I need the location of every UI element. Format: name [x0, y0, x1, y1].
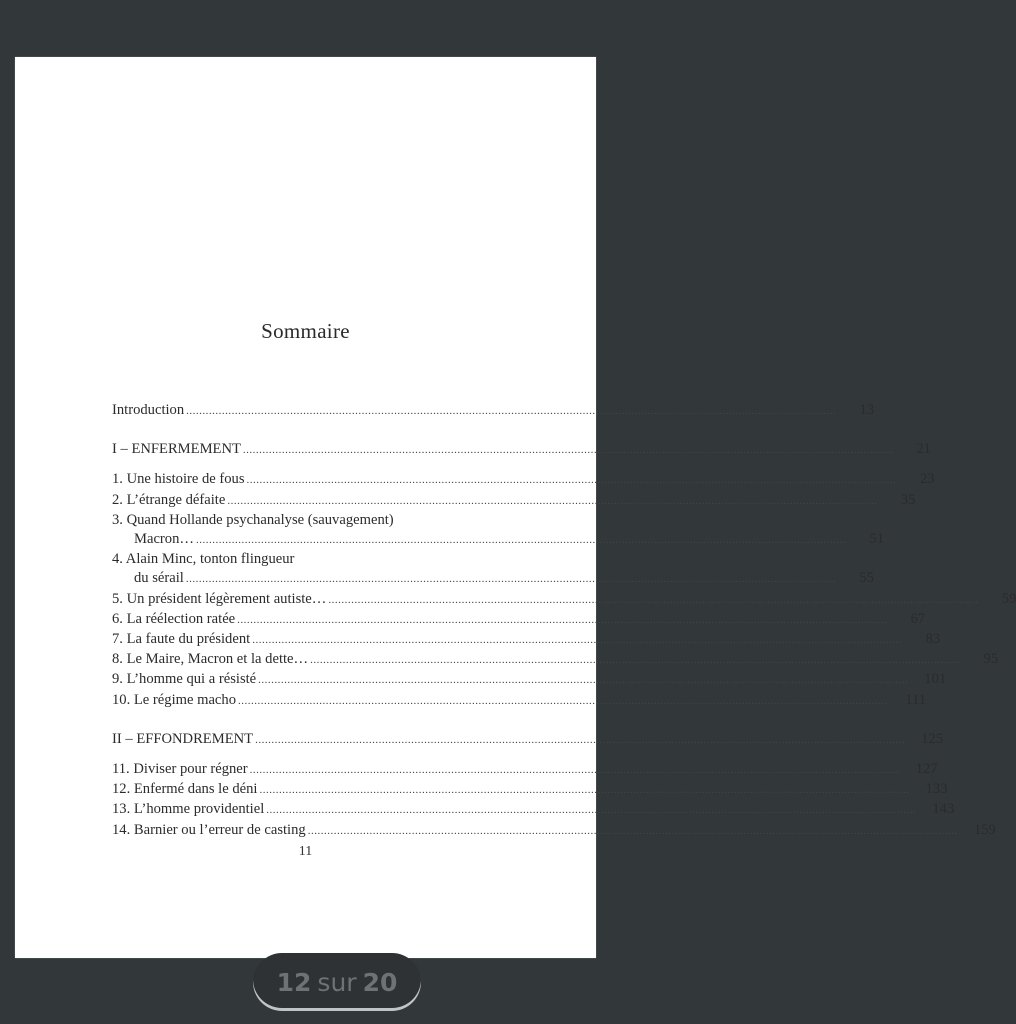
- current-page-number: 12: [276, 967, 312, 997]
- toc-entry[interactable]: [112, 550, 874, 589]
- toc-entry[interactable]: [112, 800, 955, 820]
- leader-dots: ........................................................................................................................................................................................................: [259, 784, 910, 797]
- toc-entry-page: 159: [973, 821, 996, 838]
- table-of-contents: [112, 401, 1016, 841]
- toc-entry-page: 127: [915, 761, 938, 778]
- toc-part-1[interactable]: [112, 440, 931, 460]
- toc-entry-label: 13. L’homme providentiel: [112, 801, 265, 818]
- leader-dots: ........................................................................................................................................................................................................: [238, 694, 888, 707]
- document-page[interactable]: [15, 57, 1016, 958]
- total-pages-number: 20: [362, 967, 398, 997]
- leader-dots: ........................................................................................................................................................................................................: [227, 494, 878, 507]
- leader-dots: ........................................................................................................................................................................................................: [266, 804, 917, 817]
- toc-entry-label: Introduction: [112, 402, 185, 418]
- toc-entry-page: 59: [1001, 590, 1016, 607]
- toc-entry-label: 1. Une histoire de fous: [112, 471, 245, 488]
- page-folio-number: 11: [298, 844, 313, 859]
- toc-entry[interactable]: [112, 630, 941, 650]
- toc-entry-label: II – EFFONDREMENT: [112, 730, 254, 747]
- toc-entry[interactable]: [112, 821, 996, 841]
- leader-dots: ........................................................................................................................................................................................................: [310, 654, 961, 667]
- toc-entry[interactable]: [112, 590, 1016, 610]
- leader-dots: ........................................................................................................................................................................................................: [249, 764, 900, 777]
- toc-entry[interactable]: [112, 670, 947, 690]
- toc-entry-page: 35: [900, 491, 916, 508]
- toc-entry-page: 111: [905, 691, 926, 708]
- toc-entry-label: 14. Barnier ou l’erreur de casting: [112, 821, 306, 838]
- page-counter-separator: sur: [317, 967, 357, 997]
- toc-entry[interactable]: [112, 610, 926, 630]
- toc-entry-page: 21: [916, 441, 931, 458]
- toc-entry-page: 95: [983, 651, 999, 668]
- toc-entry-page: 51: [869, 531, 884, 548]
- toc-entry[interactable]: [112, 780, 948, 800]
- toc-entry-label-continued: du sérail: [134, 570, 184, 587]
- toc-entry-page: 67: [910, 610, 926, 627]
- toc-entry-page: 125: [921, 730, 944, 747]
- leader-dots: ........................................................................................................................................................................................................: [328, 593, 979, 606]
- toc-entry-page: 133: [925, 781, 948, 798]
- toc-entry-introduction[interactable]: [112, 401, 875, 421]
- leader-dots: ........................................................................................................................................................................................................: [255, 733, 906, 746]
- leader-dots: ........................................................................................................................................................................................................: [242, 444, 893, 457]
- toc-entry-page: 23: [919, 471, 935, 488]
- leader-dots: ........................................................................................................................................................................................................: [246, 474, 897, 487]
- leader-dots: ........................................................................................................................................................................................................: [258, 674, 909, 687]
- toc-entry-label-continued: Macron…: [134, 531, 194, 548]
- leader-dots: ........................................................................................................................................................................................................: [195, 534, 846, 547]
- toc-entry-label: 9. L’homme qui a résisté: [112, 671, 257, 688]
- toc-entry-label: 3. Quand Hollande psychanalyse (sauvagement): [112, 511, 394, 528]
- toc-entry-label: 10. Le régime macho: [112, 691, 236, 708]
- toc-entry-label: 4. Alain Minc, tonton flingueur: [112, 551, 295, 568]
- toc-entry-label: 12. Enfermé dans le déni: [112, 781, 258, 798]
- toc-entry-label: 8. Le Maire, Macron et la dette…: [112, 651, 309, 668]
- leader-dots: ........................................................................................................................................................................................................: [185, 573, 836, 586]
- leader-dots: ........................................................................................................................................................................................................: [237, 613, 888, 626]
- toc-entry[interactable]: [112, 511, 884, 550]
- leader-dots: ........................................................................................................................................................................................................: [252, 634, 903, 647]
- toc-entry-label: 5. Un président légèrement autiste…: [112, 590, 327, 607]
- toc-entry-label: I – ENFERMEMENT: [112, 441, 241, 458]
- toc-entry-label: 7. La faute du président: [112, 631, 251, 648]
- toc-part-2[interactable]: [112, 730, 944, 750]
- leader-dots: ........................................................................................................................................................................................................: [307, 824, 958, 837]
- toc-entry-label: 11. Diviser pour régner: [112, 761, 248, 778]
- toc-entry-page: 83: [925, 631, 941, 648]
- toc-entry-page: 13: [859, 402, 875, 418]
- toc-entry[interactable]: [112, 491, 916, 511]
- toc-entry-label: 2. L’étrange défaite: [112, 491, 226, 508]
- toc-entry[interactable]: [112, 470, 935, 490]
- toc-entry[interactable]: [112, 760, 938, 780]
- toc-title: Sommaire: [261, 319, 350, 343]
- toc-entry[interactable]: [112, 691, 926, 711]
- toc-entry-label: 6. La réélection ratée: [112, 610, 236, 627]
- toc-entry-page: 101: [924, 671, 947, 688]
- toc-entry[interactable]: [112, 650, 999, 670]
- page-counter: [253, 953, 421, 1011]
- toc-entry-page: 143: [932, 801, 955, 818]
- leader-dots: ........................................................................................................................................................................................................: [186, 405, 837, 417]
- toc-entry-page: 55: [859, 570, 874, 587]
